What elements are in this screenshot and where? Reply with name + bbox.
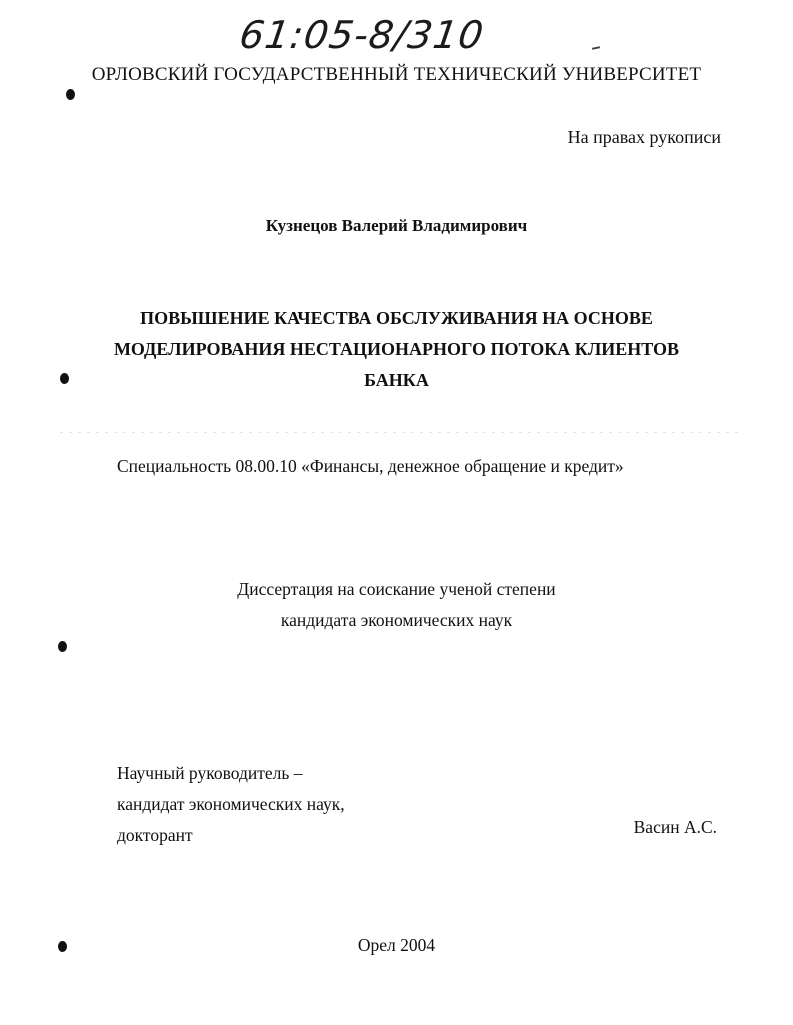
supervisor-name: Васин А.С. — [633, 817, 717, 837]
punch-hole-mark — [58, 941, 67, 952]
manuscript-rights-note: На правах рукописи — [567, 127, 721, 147]
punch-hole-mark — [58, 641, 67, 652]
author-name: Кузнецов Валерий Владимирович — [265, 216, 528, 235]
supervisor-block — [117, 758, 345, 851]
degree-line-2: кандидата экономических наук — [280, 610, 513, 630]
title-line-2: МОДЕЛИРОВАНИЯ НЕСТАЦИОНАРНОГО ПОТОКА КЛИЕНТОВ — [113, 339, 680, 359]
degree-statement — [0, 574, 793, 636]
supervisor-line-3: докторант — [117, 825, 193, 845]
scan-mark — [592, 46, 600, 50]
city-year: Орел 2004 — [357, 935, 436, 955]
punch-hole-mark — [60, 373, 69, 384]
punch-hole-mark — [66, 89, 75, 100]
handwritten-catalog-code — [236, 6, 520, 64]
title-line-1: ПОВЫШЕНИЕ КАЧЕСТВА ОБСЛУЖИВАНИЯ НА ОСНОВЕ — [140, 308, 653, 328]
dissertation-title — [0, 303, 793, 396]
scan-artifact-line — [60, 432, 740, 433]
supervisor-line-2: кандидат экономических наук, — [117, 794, 345, 814]
handwritten-code-text: 61:05-8/310 — [236, 13, 487, 57]
specialty-line: Специальность 08.00.10 «Финансы, денежное обращение и кредит» — [117, 456, 624, 476]
university-name: ОРЛОВСКИЙ ГОСУДАРСТВЕННЫЙ ТЕХНИЧЕСКИЙ УНИВЕРСИТЕТ — [91, 64, 702, 85]
degree-line-1: Диссертация на соискание ученой степени — [237, 579, 556, 599]
supervisor-line-1: Научный руководитель – — [117, 763, 303, 783]
title-line-3: БАНКА — [364, 370, 429, 390]
